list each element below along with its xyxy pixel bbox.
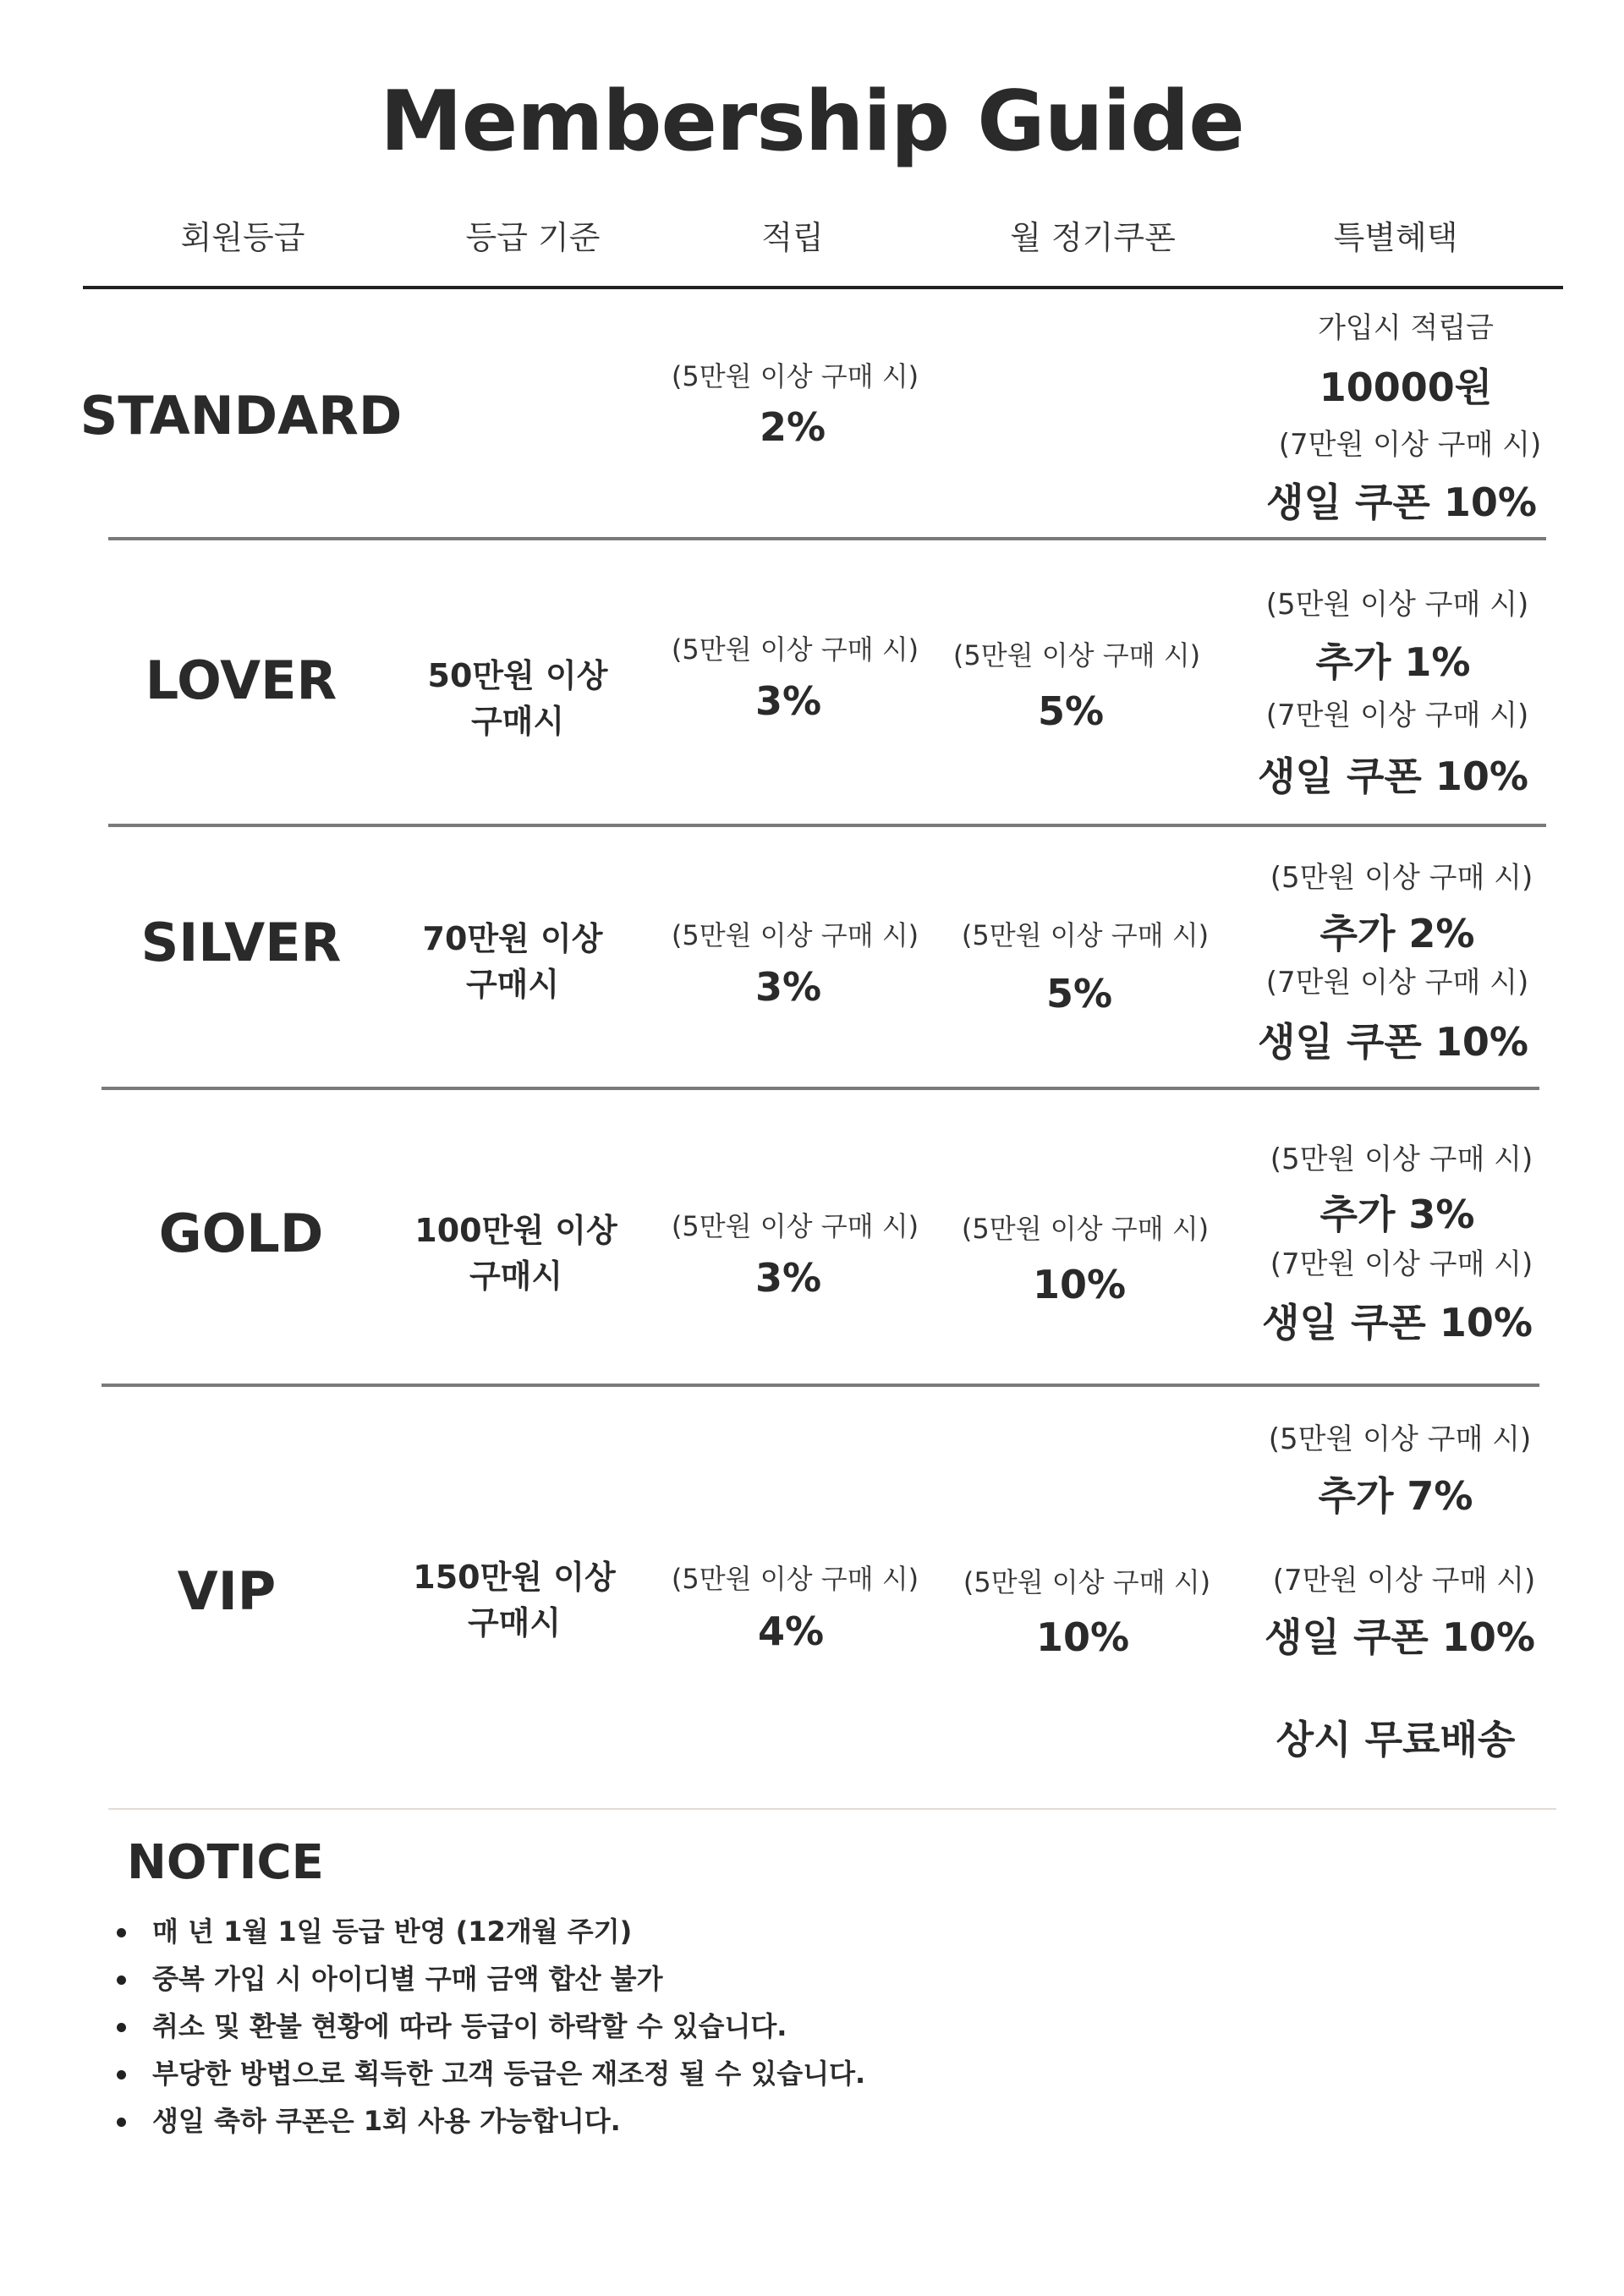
grade-criteria-line: 구매시 [467,1604,562,1641]
benefit-line: 가입시 적립금 [1318,311,1494,345]
benefit-line: 생일 쿠폰 10% [1258,1019,1528,1065]
benefit-line: 상시 무료배송 [1276,1717,1516,1762]
benefit-line: 추가 7% [1318,1473,1473,1519]
coupon-rate: 5% [1037,688,1105,734]
benefit-line: (7만원 이상 구매 시) [1265,966,1529,1000]
benefit-line: (7만원 이상 구매 시) [1270,1247,1533,1281]
benefit-line: 추가 3% [1320,1192,1475,1237]
benefit-line: 생일 쿠폰 10% [1262,1300,1533,1345]
grade-criteria-line: 150만원 이상 [413,1559,616,1596]
grade-name: SILVER [140,912,342,973]
grade-criteria-line: 구매시 [469,1258,563,1295]
points-condition: (5만원 이상 구매 시) [671,919,919,951]
notice-item: 중복 가입 시 아이디별 구매 금액 합산 불가 [108,1955,865,2003]
grade-criteria-line: 100만원 이상 [414,1212,617,1249]
benefit-line: 추가 1% [1315,639,1471,685]
notice-divider [108,1808,1556,1810]
coupon-condition: (5만원 이상 구매 시) [952,639,1201,671]
grade-criteria-line: 구매시 [465,966,560,1003]
notice-list [108,1908,865,2145]
benefit-line: 10000원 [1319,364,1493,410]
points-rate: 2% [759,404,826,450]
benefit-line: (7만원 이상 구매 시) [1278,428,1542,462]
coupon-condition: (5만원 이상 구매 시) [961,919,1210,951]
benefit-line: (5만원 이상 구매 시) [1265,588,1529,622]
page-title: Membership Guide [380,74,1244,170]
notice-title: NOTICE [127,1835,324,1890]
points-rate: 3% [754,1255,822,1301]
row-divider [108,824,1546,827]
coupon-rate: 10% [1032,1262,1127,1307]
grade-criteria-line: 70만원 이상 [422,920,603,957]
row-divider [102,1384,1539,1387]
coupon-condition: (5만원 이상 구매 시) [961,1213,1210,1245]
notice-item: 생일 축하 쿠폰은 1회 사용 가능합니다. [108,2097,865,2145]
row-divider [108,537,1546,540]
row-divider [102,1087,1539,1090]
points-rate: 3% [754,964,822,1010]
notice-item: 부당한 방법으로 획득한 고객 등급은 재조정 될 수 있습니다. [108,2050,865,2097]
column-header-points: 적립 [761,219,824,256]
grade-criteria-line: 구매시 [470,703,565,740]
grade-name: VIP [177,1560,277,1622]
benefit-line: (7만원 이상 구매 시) [1265,699,1529,732]
benefit-line: 생일 쿠폰 10% [1265,1614,1535,1660]
benefit-line: 생일 쿠폰 10% [1258,753,1528,799]
benefit-line: (5만원 이상 구매 시) [1268,1422,1532,1456]
table-header [0,211,1624,271]
coupon-rate: 5% [1045,971,1113,1016]
points-rate: 3% [754,678,822,724]
benefit-line: (7만원 이상 구매 시) [1272,1564,1536,1597]
header-divider [83,286,1563,289]
points-condition: (5만원 이상 구매 시) [671,1210,919,1242]
column-header-monthly-coupon: 월 정기쿠폰 [1010,219,1176,256]
coupon-rate: 10% [1035,1614,1130,1660]
column-header-grade: 회원등급 [180,219,305,256]
benefit-line: (5만원 이상 구매 시) [1270,1143,1533,1176]
coupon-condition: (5만원 이상 구매 시) [963,1566,1211,1598]
benefit-line: (5만원 이상 구매 시) [1270,861,1533,895]
notice-item: 취소 및 환불 현황에 따라 등급이 하락할 수 있습니다. [108,2003,865,2050]
grade-criteria-line: 50만원 이상 [427,657,608,694]
column-header-criteria: 등급 기준 [465,219,601,256]
points-condition: (5만원 이상 구매 시) [671,1563,919,1595]
points-condition: (5만원 이상 구매 시) [671,360,919,392]
points-condition: (5만원 이상 구매 시) [671,633,919,666]
benefit-line: 추가 2% [1320,911,1475,956]
notice-item: 매 년 1월 1일 등급 반영 (12개월 주기) [108,1908,865,1955]
grade-name: LOVER [145,649,337,711]
points-rate: 4% [757,1608,825,1654]
grade-name: STANDARD [80,385,403,447]
grade-name: GOLD [158,1203,324,1264]
column-header-special-benefits: 특별혜택 [1333,219,1458,256]
benefit-line: 생일 쿠폰 10% [1266,479,1537,525]
